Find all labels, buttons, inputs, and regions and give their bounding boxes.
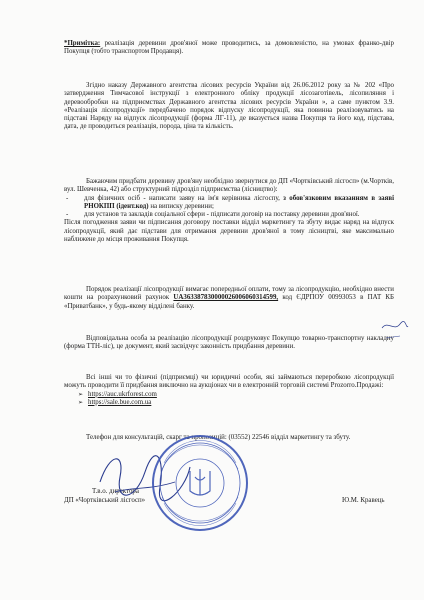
- auction-links: [64, 391, 394, 408]
- iban-number: UA363387830000026006060314599,: [173, 294, 279, 302]
- bullet-text: для установ та закладів соціальної сфери - підписати договір на поставку деревини дров'яної.: [84, 211, 360, 219]
- note-text: реалізація деревини дров'яної може проводитись, за домовленістю, на умовах франко-двір Покупця (тобто транспортом Продавця).: [64, 40, 394, 56]
- dash-mark: -: [66, 211, 69, 219]
- auction-paragraph: [64, 374, 394, 407]
- bullet-item: [64, 211, 394, 219]
- payment-paragraph: [64, 286, 394, 311]
- payment-text: Порядок реалізації лісопродукції вимагає попередньої оплати, тому за лісопродукцію, необхідно внести кошти на розрахунковий рахунок: [64, 286, 394, 302]
- bullet-item: [64, 195, 394, 212]
- bullet-text-end: на виписку деревини;: [148, 202, 214, 210]
- arrow-bullet-icon: ➢: [78, 399, 84, 406]
- signatory-org: ДП «Чортківський лісгосп»: [64, 497, 146, 504]
- auction-text: Всі інші чи то фізичні (підприємці) чи юридичні особи, які займаються переробкою лісопродукції можуть проводити її придбання виключно на аукціонах чи в електронній торговій системі Prozorro.Продажі:: [64, 374, 394, 390]
- signatory-title: Т.в.о. директора: [92, 488, 139, 495]
- invoice-paragraph: Відповідальна особа за реалізацію лісопродукції роздруковує Покупцю товарно-транспортну накладну (форма ТТН-ліс), це документ, який засвідчує законність придбання деревини.: [64, 335, 394, 351]
- buyers-intro: Бажаючим придбати деревину дров'яну необхідно звернутися до ДП «Чортківський лісгосп» (м.Чортків, вул. Шевченка, 42) або структурний підрозділ підприємства (лісництво):: [64, 178, 394, 194]
- official-stamp: [150, 433, 250, 533]
- contact-paragraph: Телефон для консультацій, скарг та пропозицій: (03552) 22546 відділ маркетингу та збуту.: [86, 434, 351, 441]
- signatory-name: Ю.М. Кравець: [342, 497, 385, 504]
- link-item: [64, 391, 394, 399]
- note-paragraph: [64, 40, 394, 57]
- buyers-bullets: [64, 195, 394, 220]
- arrow-bullet-icon: ➢: [78, 391, 84, 398]
- margin-pen-mark: [380, 310, 410, 350]
- bue-link[interactable]: https://sale.bue.com.ua: [88, 398, 152, 406]
- link-item: [64, 399, 394, 407]
- order-paragraph: Згідно наказу Державного агентства лісових ресурсів України від 26.06.2012 року за № 202 «Про затвердження Тимчасової інструкції з електронного обліку продукції лісозаготівель, лісопиляння і деревообробки на підприємствах Державного агентства лісових ресурсів України », а саме пунктом 3.9. «Реалізація лісопродукції» передбачено порядок відпуску лісопродукції, яка повинна реалізовуватись на підставі Наряду на відпуск лісопродукції (форма ЛГ-11), де вказується назва Покупця та його код, підстава, дата, де проводиться реалізація, порода, ціна та кількість.: [64, 82, 394, 131]
- payment-text-end: код ЄДРПОУ 00993053 в ПАТ КБ «Приватбанк», у будь-якому відділені банку.: [64, 294, 394, 310]
- trident-icon: [190, 469, 210, 495]
- buyers-paragraph: [64, 178, 394, 244]
- ukrforest-link[interactable]: https://auc.ukrforest.com: [88, 390, 157, 398]
- bullet-text: для фізичних осіб - написати заяву на ім'я керівника лісгоспу,: [84, 194, 284, 202]
- bullet-bold-text: з обов'язковим вказанням в заяві РНОКПП (ідент.код): [84, 194, 394, 210]
- dash-mark: -: [66, 194, 69, 202]
- buyers-outro: Після погодження заяви чи підписання договору поставки відділ маркетингу та збуту видає наряд на відпуск лісопродукції, який дає підстави для отримання деревини дров'яної в тому лісництві, яке максимально наближене до місця проживання Покупця.: [64, 219, 394, 244]
- note-label: *Примітка:: [64, 40, 101, 47]
